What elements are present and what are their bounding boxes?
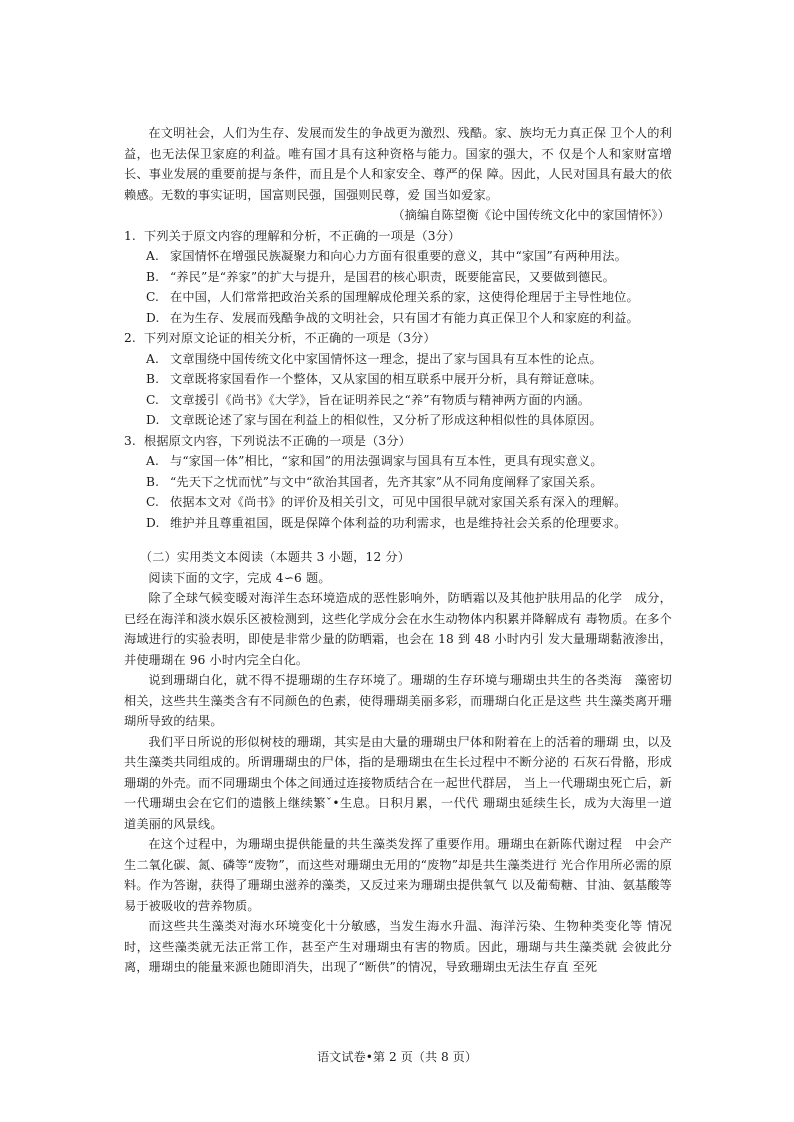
option-label: A. <box>146 249 159 263</box>
option-text: “养民”是“养家”的扩大与提升，是国君的核心职责，既要能富民，又要做到德民。 <box>170 269 615 284</box>
question-stem: 下列关于原文内容的理解和分析，不正确的一项是（3分） <box>144 228 461 243</box>
article-paragraph-5: 而这些共生藻类对海水环境变化十分敏感，当发生海水升温、海洋污染、生物种类变化等 情况时，这些藻类就无法正常工作，甚至产生对珊瑚虫有害的物质。因此，珊瑚与共生藻类就 会彼此分离，珊瑚虫的能量来源也随即消失，出现了“断供”的情况，导致珊瑚虫无法生存直 至死 <box>124 919 672 974</box>
option-text: 文章围绕中国传统文化中家国情怀这一理念，提出了家与国具有互本性的论点。 <box>170 351 602 366</box>
option-text: 文章援引《尚书》《大学》，旨在证明养民之“养”有物质与精神两方面的内涵。 <box>170 392 591 407</box>
question-number: 3. <box>124 433 136 448</box>
option-label: A. <box>146 351 159 366</box>
option-text: 与“家国一体”相比，“家和国”的用法强调家与国具有互本性，更具有现实意义。 <box>170 454 603 468</box>
article-paragraph-1: 除了全球气候变暖对海洋生态环境造成的恶性影响外，防晒霜以及其他护肤用品的化学 成分，已经在海洋和淡水娱乐区被检测到，这些化学成分会在水生动物体内积累并降解成有 毒物质。在多个海域进行的实验表明，即使是非常少量的防晒霜，也会在 18 到 48 小时内引 发大量珊瑚黏液渗出，并使珊瑚在 96 小时内完全白化。 <box>124 591 672 667</box>
option-3d <box>146 513 672 534</box>
option-2d <box>146 410 672 431</box>
option-label: D. <box>146 310 160 325</box>
option-2a <box>146 349 672 370</box>
option-1c <box>146 287 672 308</box>
question-1 <box>124 226 672 247</box>
option-1b <box>146 267 672 288</box>
option-label: B. <box>146 269 160 284</box>
passage-paragraph: 在文明社会，人们为生存、发展而发生的争战更为激烈、残酷。家、族均无力真正保 卫个人的利益，也无法保卫家庭的利益。唯有国才具有这种资格与能力。国家的强大，不 仅是个人和家财富增长、事业发展的重要前提与条件，而且是个人和家安全、尊严的保 障。因此，人民对国具有最大的依赖感。无数的事实证明，国富则民强，国强则民尊，爱 国当如爱家。 <box>124 126 672 202</box>
option-1a <box>146 246 672 267</box>
option-text: 在为生存、发展而残酷争战的文明社会，只有国才有能力真正保卫个人和家庭的利益。 <box>170 310 639 325</box>
option-label: B. <box>146 474 160 489</box>
passage-citation: （摘编自陈望衡《论中国传统文化中的家国情怀》） <box>392 208 670 222</box>
option-text: 依据本文对《尚书》的评价及相关引文，可见中国很早就对家国关系有深入的理解。 <box>170 495 627 509</box>
option-text: 在中国，人们常常把政治关系的国理解成伦理关系的家，这使得伦理居于主导性地位。 <box>170 290 639 304</box>
question-3 <box>124 431 672 452</box>
option-2c <box>146 390 672 411</box>
article-paragraph-4: 在这个过程中，为珊瑚虫提供能量的共生藻类发挥了重要作用。珊瑚虫在新陈代谢过程 中会产生二氧化碳、氮、磷等“废物”，而这些对珊瑚虫无用的“废物”却是共生藻类进行 光合作用所必需的原料。作为答谢，获得了珊瑚虫滋养的藻类，又反过来为珊瑚虫提供氧气 以及葡萄糖、甘油、氨基酸等易于被吸收的营养物质。 <box>124 837 672 913</box>
option-label: C. <box>146 392 160 407</box>
option-label: A. <box>146 454 159 468</box>
section-instruction: 阅读下面的文字，完成 4∽6 题。 <box>148 570 331 585</box>
article-paragraph-2: 说到珊瑚白化，就不得不提珊瑚的生存环境了。珊瑚的生存环境与珊瑚虫共生的各类海 藻密切相关，这些共生藻类含有不同颜色的色素，使得珊瑚美丽多彩，而珊瑚白化正是这些 共生藻类离开珊瑚所导致的结果。 <box>124 673 672 728</box>
option-label: C. <box>146 495 160 509</box>
option-text: 文章既将家国看作一个整体，又从家国的相互联系中展开分析，具有辩证意味。 <box>170 372 602 386</box>
option-text: “先天下之忧而忧”与文中“欲治其国者，先齐其家”从不同角度阐释了家国关系。 <box>170 474 603 489</box>
option-1d <box>146 308 672 329</box>
option-text: 维护并且尊重祖国，既是保障个体利益的功利需求，也是维持社会关系的伦理要求。 <box>170 515 627 530</box>
option-3b <box>146 472 672 493</box>
option-label: D. <box>146 413 160 427</box>
option-3c <box>146 492 672 513</box>
option-text: 家国情怀在增强民族凝聚力和向心力方面有很重要的意义，其中“家国”有两种用法。 <box>170 249 627 263</box>
question-number: 2. <box>124 331 136 345</box>
article-paragraph-3: 我们平日所说的形似树枝的珊瑚，其实是由大量的珊瑚虫尸体和附着在上的活着的珊瑚 虫，以及共生藻类共同组成的。所谓珊瑚虫的尸体，指的是珊瑚虫在生长过程中不断分泌的 石灰石骨骼，形成珊瑚的外壳。而不同珊瑚虫个体之间通过连接物质结合在一起世代群居， 当上一代珊瑚虫死亡后，新一代珊瑚虫会在它们的遗骸上继续繁ˇ•生息。日积月累，一代代 珊瑚虫延续生长，成为大海里一道道美丽的风景线。 <box>124 734 672 831</box>
option-label: B. <box>146 372 160 386</box>
question-number: 1. <box>124 228 136 243</box>
question-2 <box>124 328 672 349</box>
option-3a <box>146 451 672 472</box>
option-text: 文章既论述了家与国在利益上的相似性，又分析了形成这种相似性的具体原因。 <box>170 413 602 427</box>
option-label: C. <box>146 290 160 304</box>
question-stem: 根据原文内容，下列说法不正确的一项是（3分） <box>144 433 411 448</box>
option-label: D. <box>146 515 160 530</box>
option-2b <box>146 369 672 390</box>
page-footer: 语文试卷•第 2 页（共 8 页） <box>316 1050 478 1064</box>
page-content <box>124 123 672 978</box>
section-title: （二）实用类文本阅读（本题共 3 小题，12 分） <box>139 550 411 564</box>
question-stem: 下列对原文论证的相关分析，不正确的一项是（3分） <box>144 331 436 345</box>
